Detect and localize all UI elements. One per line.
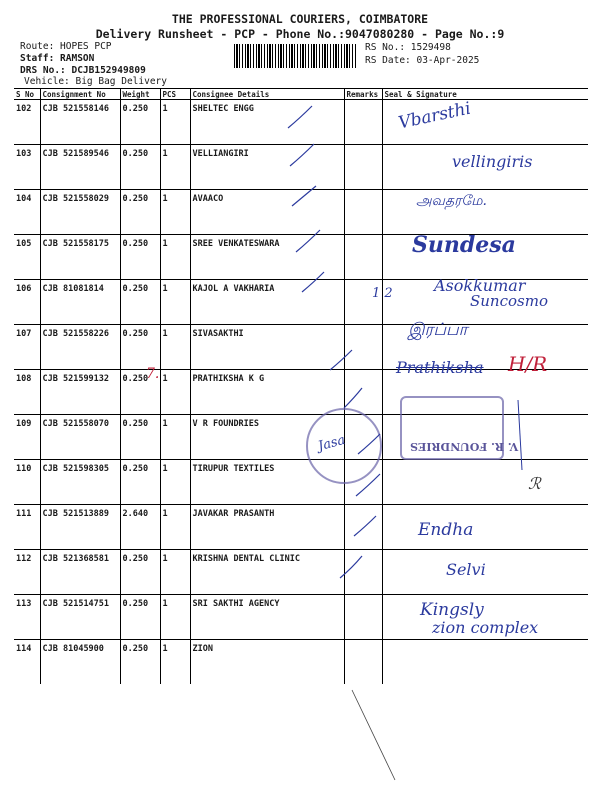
signature-110: Jasa xyxy=(316,432,347,455)
runsheet-title: Delivery Runsheet - PCP - Phone No.:9047080280 - Page No.:9 xyxy=(95,27,505,41)
tick-mark xyxy=(292,186,316,206)
consignment-cell: CJB 521558029 xyxy=(40,190,120,235)
sno-cell: 102 xyxy=(14,100,40,145)
weight-cell: 0.250 xyxy=(120,280,160,325)
signature-106-mark: 1 2 xyxy=(372,286,393,301)
rs-number: RS No.: 1529498 xyxy=(365,42,451,53)
pcs-cell: 1 xyxy=(160,640,190,685)
consignment-cell: CJB 81045900 xyxy=(40,640,120,685)
sno-cell: 108 xyxy=(14,370,40,415)
rs-date: RS Date: 03-Apr-2025 xyxy=(365,55,480,66)
weight-cell: 0.250 xyxy=(120,640,160,685)
sno-cell: 106 xyxy=(14,280,40,325)
consignee-cell: SRI SAKTHI AGENCY xyxy=(190,595,344,640)
staff-label: Staff: RAMSON xyxy=(20,53,95,64)
sno-cell: 107 xyxy=(14,325,40,370)
weight-cell: 0.250 xyxy=(120,325,160,370)
signature-107: இரப்பா xyxy=(408,320,468,340)
signature-102: Vbarsthi xyxy=(396,98,473,134)
signature-113: Selvi xyxy=(446,560,486,579)
red-mark: 7. xyxy=(146,366,160,382)
sno-cell: 103 xyxy=(14,145,40,190)
consignee-cell: PRATHIKSHA K G xyxy=(190,370,344,415)
pcs-cell: 1 xyxy=(160,100,190,145)
signature-114-company: zion complex xyxy=(432,618,539,637)
pcs-cell: 1 xyxy=(160,550,190,595)
sno-cell: 113 xyxy=(14,595,40,640)
pcs-cell: 1 xyxy=(160,460,190,505)
col-signature: Seal & Signature xyxy=(382,89,588,100)
tick-mark xyxy=(344,388,362,408)
weight-cell: 0.250 xyxy=(120,235,160,280)
consignment-cell: CJB 521558226 xyxy=(40,325,120,370)
weight-cell: 0.250 xyxy=(120,370,160,415)
route-label: Route: HOPES PCP xyxy=(20,41,112,52)
weight-cell: 0.250 xyxy=(120,190,160,235)
tick-mark xyxy=(288,106,312,128)
tick-mark xyxy=(330,350,352,370)
signature-114-name: Kingsly xyxy=(420,600,484,620)
weight-cell: 0.250 xyxy=(120,415,160,460)
col-remarks: Remarks xyxy=(344,89,382,100)
vehicle-label: Vehicle: Big Bag Delivery xyxy=(24,76,167,87)
tick-mark xyxy=(340,556,362,578)
weight-cell: 0.250 xyxy=(120,460,160,505)
pcs-cell: 1 xyxy=(160,370,190,415)
seal-text: V. R. FOUNDRIES xyxy=(410,440,519,453)
consignment-cell: CJB 521589546 xyxy=(40,145,120,190)
signature-105: Sundesa xyxy=(412,232,516,258)
pcs-cell: 1 xyxy=(160,190,190,235)
sno-cell: 114 xyxy=(16,644,32,654)
consignee-cell: SHELTEC ENGG xyxy=(190,100,344,145)
diagonal-stroke xyxy=(352,690,395,780)
consignee-cell: JAVAKAR PRASANTH xyxy=(190,505,344,550)
pcs-cell: 1 xyxy=(160,145,190,190)
sno-cell: 104 xyxy=(14,190,40,235)
consignee-cell: AVAACO xyxy=(190,190,344,235)
consignee-cell: TIRUPUR TEXTILES xyxy=(190,460,344,505)
consignee-cell: KRISHNA DENTAL CLINIC xyxy=(190,550,344,595)
col-consignee: Consignee Details xyxy=(190,89,344,100)
drs-number: DRS No.: DCJB152949809 xyxy=(20,65,146,76)
weight-cell: 0.250 xyxy=(120,100,160,145)
consignment-cell: CJB 521598305 xyxy=(40,460,120,505)
consignment-cell: CJB 521558070 xyxy=(40,415,120,460)
tick-mark xyxy=(356,474,380,496)
sno-cell: 110 xyxy=(14,460,40,505)
pcs-cell: 1 xyxy=(160,595,190,640)
consignment-cell: CJB 521558175 xyxy=(40,235,120,280)
col-weight: Weight xyxy=(120,89,160,100)
col-consignment: Consignment No xyxy=(40,89,120,100)
consignment-cell: CJB 81081814 xyxy=(40,280,120,325)
remark-hr: H/R xyxy=(508,352,548,376)
weight-cell: 2.640 xyxy=(120,505,160,550)
consignment-cell: CJB 521514751 xyxy=(40,595,120,640)
signature-104: அவதரமே. xyxy=(416,193,487,209)
pcs-cell: 1 xyxy=(160,280,190,325)
tick-mark xyxy=(290,144,314,166)
pcs-cell: 1 xyxy=(160,235,190,280)
consignment-cell: CJB 521599132 xyxy=(40,370,120,415)
col-pcs: PCS xyxy=(160,89,190,100)
signature-108: Prathiksha xyxy=(396,358,484,377)
weight-cell: 0.250 xyxy=(120,595,160,640)
weight-cell: 0.250 xyxy=(120,550,160,595)
consignee-cell: VELLIANGIRI xyxy=(190,145,344,190)
sno-cell: 111 xyxy=(14,505,40,550)
consignment-cell: CJB 521368581 xyxy=(40,550,120,595)
sno-cell: 109 xyxy=(14,415,40,460)
consignment-cell: CJB 521558146 xyxy=(40,100,120,145)
signature-106-company: Suncosmo xyxy=(470,292,548,310)
signature-112: Endha xyxy=(418,520,474,540)
sno-cell: 105 xyxy=(14,235,40,280)
consignment-cell: CJB 521513889 xyxy=(40,505,120,550)
tick-mark xyxy=(358,434,380,454)
pcs-cell: 1 xyxy=(160,415,190,460)
signature-106-name: Asokkumar xyxy=(434,276,526,295)
weight-cell: 0.250 xyxy=(120,145,160,190)
col-sno: S No xyxy=(14,89,40,100)
consignee-cell: ZION xyxy=(190,640,344,685)
tick-mark xyxy=(354,516,376,536)
signature-111: ℛ xyxy=(528,474,541,493)
bracket-line xyxy=(518,400,522,470)
signature-103: vellingiris xyxy=(452,152,533,171)
sno-cell: 112 xyxy=(14,550,40,595)
consignee-cell: KAJOL A VAKHARIA xyxy=(190,280,344,325)
consignee-cell: V R FOUNDRIES xyxy=(190,415,344,460)
consignee-cell: SREE VENKATESWARA xyxy=(190,235,344,280)
company-name: THE PROFESSIONAL COURIERS, COIMBATORE xyxy=(171,12,429,26)
tick-mark xyxy=(296,230,320,252)
tick-mark xyxy=(302,272,324,292)
pcs-cell: 1 xyxy=(160,505,190,550)
pcs-cell: 1 xyxy=(160,325,190,370)
consignee-cell: SIVASAKTHI xyxy=(190,325,344,370)
